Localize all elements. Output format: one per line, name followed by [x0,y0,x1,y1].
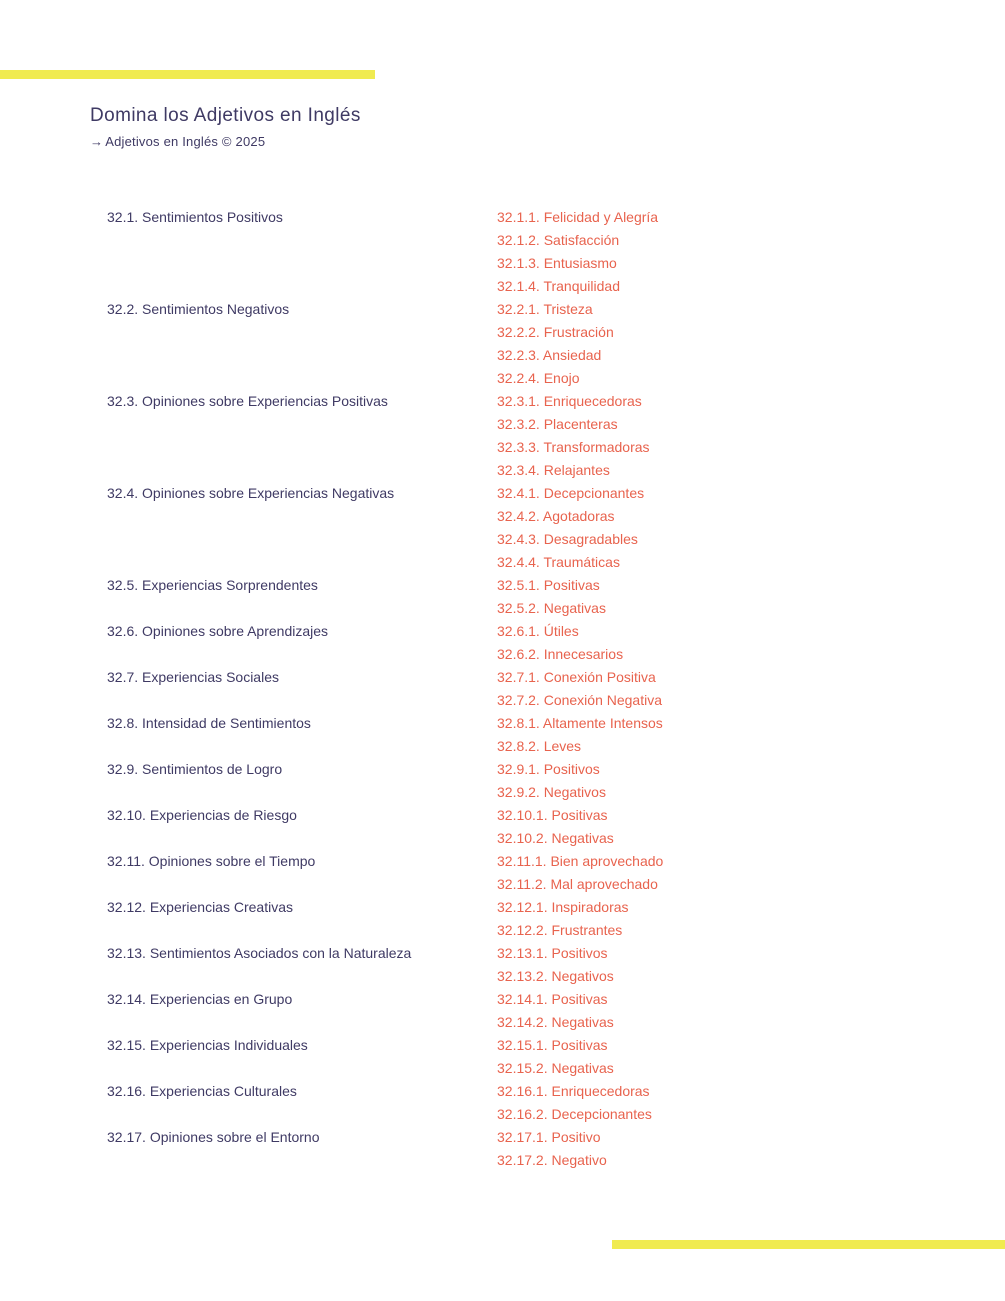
toc-subsection-link[interactable]: 32.15.1. Positivas [497,1037,608,1053]
toc-section-row [107,620,987,666]
toc-subsection-link[interactable]: 32.3.3. Transformadoras [497,439,650,455]
toc-section-title[interactable]: 32.6. Opiniones sobre Aprendizajes [107,623,329,639]
toc-subsection-link[interactable]: 32.4.2. Agotadoras [497,508,615,524]
toc-section-row [107,804,987,850]
toc-subsection-list [497,1126,987,1172]
toc-section-row [107,942,987,988]
toc-subsection-list [497,390,987,482]
toc-section-title[interactable]: 32.14. Experiencias en Grupo [107,991,293,1007]
toc-subsection-link[interactable]: 32.2.4. Enojo [497,370,580,386]
toc-subsection-link[interactable]: 32.12.1. Inspiradoras [497,899,629,915]
toc-subsection-link[interactable]: 32.1.1. Felicidad y Alegría [497,209,659,225]
toc-section-row [107,206,987,298]
toc-subsection-link[interactable]: 32.17.2. Negativo [497,1152,607,1168]
toc-subsection-link[interactable]: 32.7.2. Conexión Negativa [497,692,662,708]
toc-section-title[interactable]: 32.8. Intensidad de Sentimientos [107,715,311,731]
toc-subsection-link[interactable]: 32.4.4. Traumáticas [497,554,620,570]
toc-subsection-link[interactable]: 32.2.2. Frustración [497,324,614,340]
toc-section-title[interactable]: 32.2. Sentimientos Negativos [107,301,290,317]
table-of-contents [107,206,987,1172]
toc-subsection-list [497,482,987,574]
toc-subsection-list [497,298,987,390]
toc-subsection-list [497,206,987,298]
toc-subsection-list [497,620,987,666]
toc-section-row [107,712,987,758]
toc-subsection-link[interactable]: 32.3.4. Relajantes [497,462,610,478]
top-accent-bar [0,70,375,79]
toc-subsection-link[interactable]: 32.14.2. Negativas [497,1014,614,1030]
bottom-accent-bar [612,1240,1005,1249]
toc-subsection-list [497,758,987,804]
toc-section-row [107,988,987,1034]
toc-subsection-list [497,712,987,758]
toc-section-row [107,896,987,942]
header [90,105,361,149]
toc-subsection-link[interactable]: 32.13.2. Negativos [497,968,614,984]
toc-subsection-link[interactable]: 32.16.2. Decepcionantes [497,1106,652,1122]
arrow-icon: → [90,134,104,149]
toc-subsection-link[interactable]: 32.16.1. Enriquecedoras [497,1083,650,1099]
toc-subsection-link[interactable]: 32.7.1. Conexión Positiva [497,669,656,685]
toc-subsection-link[interactable]: 32.9.2. Negativos [497,784,606,800]
toc-section-row [107,850,987,896]
toc-subsection-link[interactable]: 32.2.1. Tristeza [497,301,593,317]
toc-section-title[interactable]: 32.16. Experiencias Culturales [107,1083,297,1099]
toc-section-row [107,482,987,574]
toc-subsection-list [497,942,987,988]
toc-section-title[interactable]: 32.5. Experiencias Sorprendentes [107,577,318,593]
toc-subsection-list [497,666,987,712]
toc-section-title[interactable]: 32.3. Opiniones sobre Experiencias Positivas [107,393,388,409]
toc-subsection-link[interactable]: 32.6.1. Útiles [497,623,579,639]
toc-subsection-link[interactable]: 32.14.1. Positivas [497,991,608,1007]
toc-subsection-list [497,850,987,896]
toc-section-title[interactable]: 32.12. Experiencias Creativas [107,899,293,915]
toc-subsection-link[interactable]: 32.3.2. Placenteras [497,416,618,432]
toc-section-title[interactable]: 32.1. Sentimientos Positivos [107,209,283,225]
toc-subsection-link[interactable]: 32.1.2. Satisfacción [497,232,620,248]
toc-section-title[interactable]: 32.11. Opiniones sobre el Tiempo [107,853,316,869]
toc-subsection-list [497,896,987,942]
toc-section-row [107,1126,987,1172]
toc-section-row [107,758,987,804]
toc-subsection-link[interactable]: 32.8.2. Leves [497,738,582,754]
toc-section-title[interactable]: 32.9. Sentimientos de Logro [107,761,283,777]
toc-subsection-link[interactable]: 32.6.2. Innecesarios [497,646,624,662]
toc-section-row [107,1080,987,1126]
toc-subsection-link[interactable]: 32.2.3. Ansiedad [497,347,602,363]
toc-subsection-link[interactable]: 32.10.2. Negativas [497,830,614,846]
toc-subsection-link[interactable]: 32.1.3. Entusiasmo [497,255,617,271]
toc-subsection-link[interactable]: 32.10.1. Positivas [497,807,608,823]
toc-section-row [107,298,987,390]
toc-section-title[interactable]: 32.17. Opiniones sobre el Entorno [107,1129,320,1145]
toc-subsection-link[interactable]: 32.15.2. Negativas [497,1060,614,1076]
toc-subsection-link[interactable]: 32.12.2. Frustrantes [497,922,623,938]
toc-section-row [107,390,987,482]
toc-subsection-link[interactable]: 32.3.1. Enriquecedoras [497,393,642,409]
toc-subsection-link[interactable]: 32.5.1. Positivas [497,577,600,593]
toc-section-title[interactable]: 32.15. Experiencias Individuales [107,1037,308,1053]
toc-section-row [107,666,987,712]
toc-subsection-link[interactable]: 32.17.1. Positivo [497,1129,601,1145]
toc-subsection-link[interactable]: 32.1.4. Tranquilidad [497,278,620,294]
toc-subsection-link[interactable]: 32.13.1. Positivos [497,945,608,961]
toc-section-title[interactable]: 32.7. Experiencias Sociales [107,669,279,685]
toc-section-title[interactable]: 32.13. Sentimientos Asociados con la Naturaleza [107,945,412,961]
toc-subsection-list [497,574,987,620]
page-title: Domina los Adjetivos en Inglés [90,105,361,126]
toc-subsection-link[interactable]: 32.11.2. Mal aprovechado [497,876,658,892]
toc-section-title[interactable]: 32.10. Experiencias de Riesgo [107,807,297,823]
toc-section-row [107,574,987,620]
page-subtitle [90,134,361,149]
toc-subsection-link[interactable]: 32.4.3. Desagradables [497,531,638,547]
toc-subsection-list [497,988,987,1034]
toc-section-row [107,1034,987,1080]
toc-subsection-link[interactable]: 32.11.1. Bien aprovechado [497,853,664,869]
toc-subsection-list [497,1080,987,1126]
toc-subsection-list [497,1034,987,1080]
toc-subsection-link[interactable]: 32.9.1. Positivos [497,761,600,777]
toc-section-title[interactable]: 32.4. Opiniones sobre Experiencias Negativas [107,485,395,501]
toc-subsection-list [497,804,987,850]
toc-subsection-link[interactable]: 32.5.2. Negativas [497,600,606,616]
toc-subsection-link[interactable]: 32.4.1. Decepcionantes [497,485,645,501]
toc-subsection-link[interactable]: 32.8.1. Altamente Intensos [497,715,663,731]
subtitle-text: Adjetivos en Inglés © 2025 [105,134,266,149]
